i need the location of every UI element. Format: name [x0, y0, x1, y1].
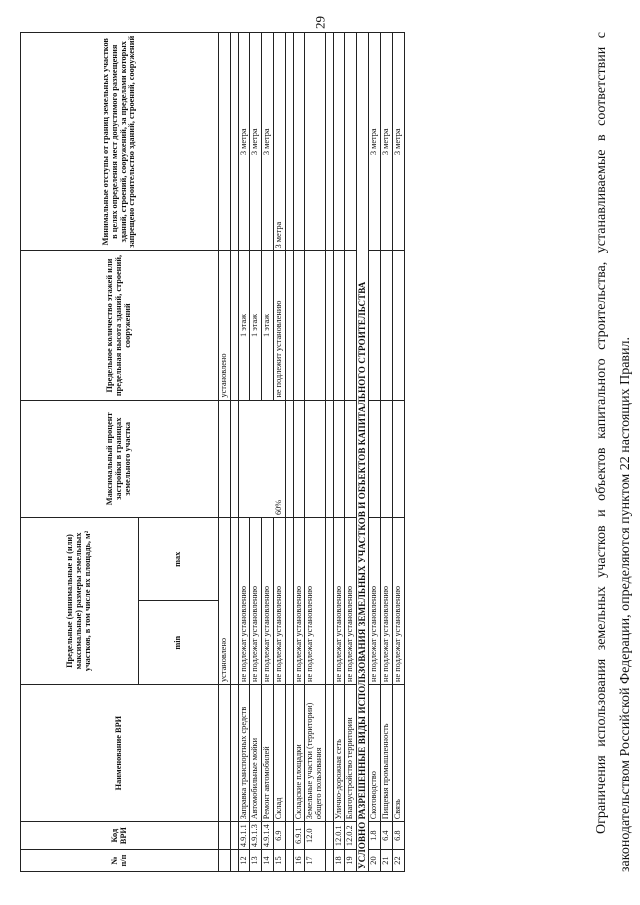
header-setback: Минимальные отступы от границ земельных участков в целях определения мест допустимого размещения зданий, строений, сооружений, за пределами которых запрещено строительство зданий, строений, сооружений — [21, 33, 219, 251]
row-name: Улично-дорожная сеть — [333, 684, 345, 821]
row-name: Земельные участки (территории) общего пользования — [305, 684, 325, 821]
row-num: 19 — [345, 850, 357, 872]
row-code: 12.0 — [305, 822, 325, 850]
row-num: 22 — [392, 850, 404, 872]
setback-cell: 3 метра — [381, 33, 393, 251]
header-size-group: Предельные (минимальные и (или) максимальные) размеры земельных участков, в том числе их площадь, м² — [21, 518, 139, 685]
section-title: УСЛОВНО РАЗРЕШЕННЫЕ ВИДЫ ИСПОЛЬЗОВАНИЯ ЗЕМЕЛЬНЫХ УЧАСТКОВ И ОБЪЕКТОВ КАПИТАЛЬНОГО СТРОИТЕЛЬСТВА — [357, 33, 369, 872]
floors-cell: 1 этаж — [262, 251, 274, 400]
size-cell: не подлежат установлению — [369, 518, 381, 685]
floors-cell: 1 этаж — [250, 251, 262, 400]
footer-paragraph: Ограничения использования земельных участков и объектов капитального строительства, устанавливаемые в соответствии с законодательством Российской Федерации, определяются пунктом 22 настоящих Правил. — [594, 32, 633, 872]
size-cell: не подлежат установлению — [238, 518, 250, 685]
setback-cell: 3 метра — [273, 33, 285, 251]
page-number: 29 — [312, 16, 328, 29]
row-name: Ремонт автомобилей — [262, 684, 274, 821]
setback-cell: 3 метра — [392, 33, 404, 251]
size-cell: не подлежат установлению — [345, 518, 357, 685]
setback-cell: 3 метра — [369, 33, 381, 251]
header-percent: Максимальный процент застройки в границах земельного участка — [21, 400, 219, 517]
table-row — [392, 33, 404, 872]
row-num: 18 — [333, 850, 345, 872]
row-name: Автомобильные мойки — [250, 684, 262, 821]
table-row — [345, 33, 357, 872]
row-name: Склад — [273, 684, 285, 821]
size-cell: установлено — [219, 518, 231, 685]
header-min: min — [139, 601, 219, 684]
setback-cell: 3 метра — [238, 33, 250, 251]
percent-cell: 60% — [238, 400, 285, 517]
floors-cell: установлено — [219, 251, 231, 400]
row-num: 13 — [250, 850, 262, 872]
rotated-page-content — [20, 32, 633, 872]
row-code: 6.8 — [392, 822, 404, 850]
row-code: 6.4 — [381, 822, 393, 850]
table-row — [333, 33, 345, 872]
header-name: Наименование ВРИ — [21, 684, 219, 821]
table-row — [381, 33, 393, 872]
section-header-row — [357, 33, 369, 872]
row-name: Связь — [392, 684, 404, 821]
row-code: 4.9.1.4 — [262, 822, 274, 850]
row-code: 4.9.1.1 — [238, 822, 250, 850]
setback-cell: 3 метра — [262, 33, 274, 251]
size-cell: не подлежат установлению — [333, 518, 345, 685]
row-code: 4.9.1.3 — [250, 822, 262, 850]
size-cell: не подлежат установлению — [273, 518, 285, 685]
row-code: 12.0.1 — [333, 822, 345, 850]
table-row — [369, 33, 381, 872]
row-name: Складские площадки — [293, 684, 305, 821]
row-name: Благоустройство территории — [345, 684, 357, 821]
row-num: 12 — [238, 850, 250, 872]
row-num: 14 — [262, 850, 274, 872]
row-code: 12.0.2 — [345, 822, 357, 850]
table-row — [293, 33, 305, 872]
row-num: 15 — [273, 850, 285, 872]
row-code: 1.8 — [369, 822, 381, 850]
size-cell: не подлежат установлению — [392, 518, 404, 685]
table-row — [305, 33, 325, 872]
size-cell: не подлежат установлению — [250, 518, 262, 685]
floors-cell: 1 этаж — [238, 251, 250, 400]
setback-cell: 3 метра — [250, 33, 262, 251]
header-num: № п/п — [21, 850, 219, 872]
vri-table — [20, 32, 405, 872]
row-name: Скотоводство — [369, 684, 381, 821]
row-num: 20 — [369, 850, 381, 872]
table-row — [219, 33, 231, 872]
row-name: Пищевая промышленность — [381, 684, 393, 821]
header-floors: Предельное количество этажей или предельная высота зданий, строений, сооружений — [21, 251, 219, 400]
header-code: Код ВРИ — [21, 822, 219, 850]
row-name: Заправка транспортных средств — [238, 684, 250, 821]
table-row — [238, 33, 250, 872]
row-num: 21 — [381, 850, 393, 872]
size-cell: не подлежат установлению — [262, 518, 274, 685]
row-num: 16 — [293, 850, 305, 872]
size-cell: не подлежат установлению — [293, 518, 305, 685]
size-cell: не подлежат установлению — [305, 518, 325, 685]
row-code: 6.9.1 — [293, 822, 305, 850]
header-max: max — [139, 518, 219, 601]
floors-cell: не подлежит установлению — [273, 251, 285, 400]
row-num: 17 — [305, 850, 325, 872]
row-code: 6.9 — [273, 822, 285, 850]
size-cell: не подлежат установлению — [381, 518, 393, 685]
